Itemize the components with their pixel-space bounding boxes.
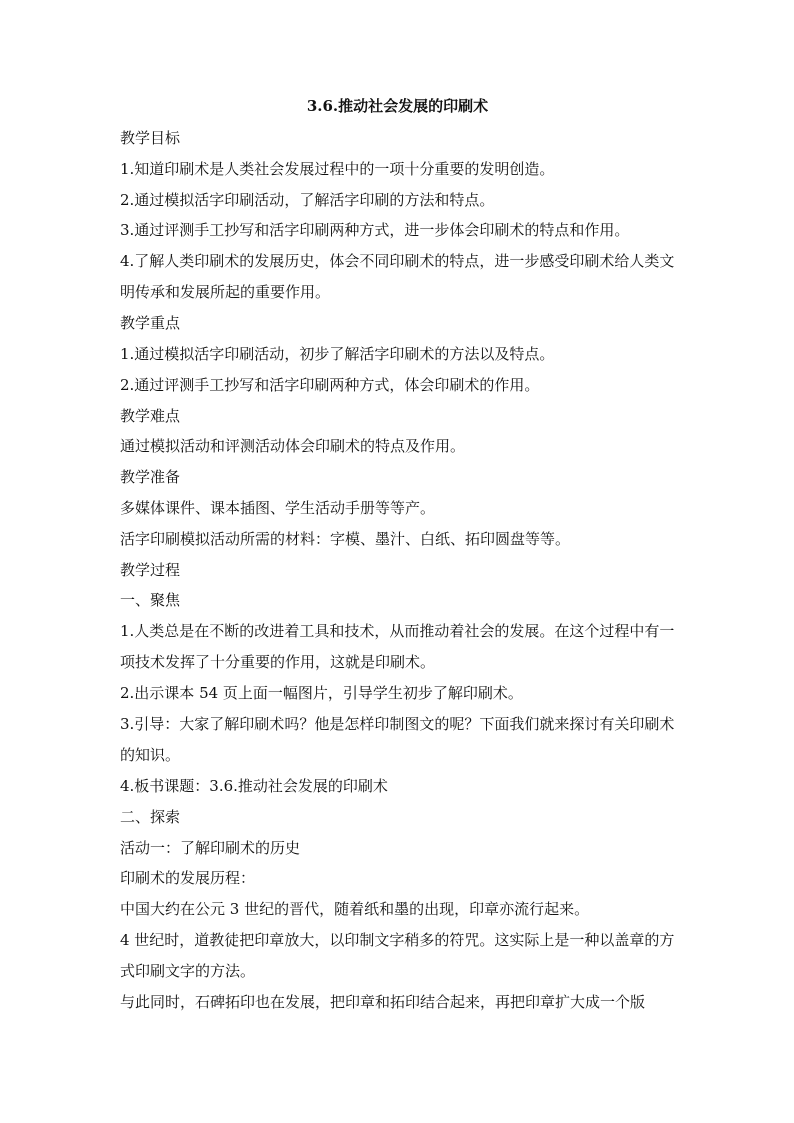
section-heading-preparation: 教学准备 <box>120 468 181 487</box>
activity-1-heading: 活动一：了解印刷术的历史 <box>120 838 301 857</box>
section-heading-difficulties: 教学难点 <box>120 406 181 425</box>
subsection-explore: 二、探索 <box>120 807 181 826</box>
history-heading: 印刷术的发展历程： <box>120 869 256 888</box>
preparation-item-1: 多媒体课件、课本插图、学生活动手册等等产。 <box>120 498 436 517</box>
preparation-item-2: 活字印刷模拟活动所需的材料：字模、墨汁、白纸、拓印圆盘等等。 <box>120 529 571 548</box>
goal-item-3: 3.通过评测手工抄写和活字印刷两种方式，进一步体会印刷术的特点和作用。 <box>120 221 630 240</box>
focus-item-4: 4.板书课题：3.6.推动社会发展的印刷术 <box>120 776 388 795</box>
subsection-focus: 一、聚焦 <box>120 591 181 610</box>
key-point-1: 1.通过模拟活字印刷活动，初步了解活字印刷术的方法以及特点。 <box>120 344 555 363</box>
document-body <box>120 128 680 1023</box>
difficulty-text: 通过模拟活动和评测活动体会印刷术的特点及作用。 <box>120 437 466 456</box>
goal-item-2: 2.通过模拟活字印刷活动，了解活字印刷的方法和特点。 <box>120 190 495 209</box>
section-heading-key-points: 教学重点 <box>120 314 181 333</box>
focus-item-3: 3.引导：大家了解印刷术吗？他是怎样印制图文的呢？下面我们就来探讨有关印刷术的知识。 <box>120 714 675 764</box>
focus-item-1: 1.人类总是在不断的改进着工具和技术，从而推动着社会的发展。在这个过程中有一项技术发挥了十分重要的作用，这就是印刷术。 <box>120 621 675 671</box>
history-paragraph-1: 中国大约在公元 3 世纪的晋代，随着纸和墨的出现，印章亦流行起来。 <box>120 900 590 919</box>
history-paragraph-2: 4 世纪时，道教徒把印章放大，以印制文字稍多的符咒。这实际上是一种以盖章的方式印刷文字的方法。 <box>120 930 675 980</box>
document-title: 3.6.推动社会发展的印刷术 <box>306 97 489 115</box>
goal-item-1: 1.知道印刷术是人类社会发展过程中的一项十分重要的发明创造。 <box>120 159 555 178</box>
section-heading-process: 教学过程 <box>120 560 181 579</box>
section-heading-goals: 教学目标 <box>120 129 181 147</box>
focus-item-2: 2.出示课本 54 页上面一幅图片，引导学生初步了解印刷术。 <box>120 684 523 703</box>
history-paragraph-3: 与此同时，石碑拓印也在发展，把印章和拓印结合起来，再把印章扩大成一个版 <box>120 992 646 1011</box>
key-point-2: 2.通过评测手工抄写和活字印刷两种方式，体会印刷术的作用。 <box>120 375 540 394</box>
goal-item-4: 4.了解人类印刷术的发展历史，体会不同印刷术的特点，进一步感受印刷术给人类文明传承和发展所起的重要作用。 <box>120 251 675 301</box>
